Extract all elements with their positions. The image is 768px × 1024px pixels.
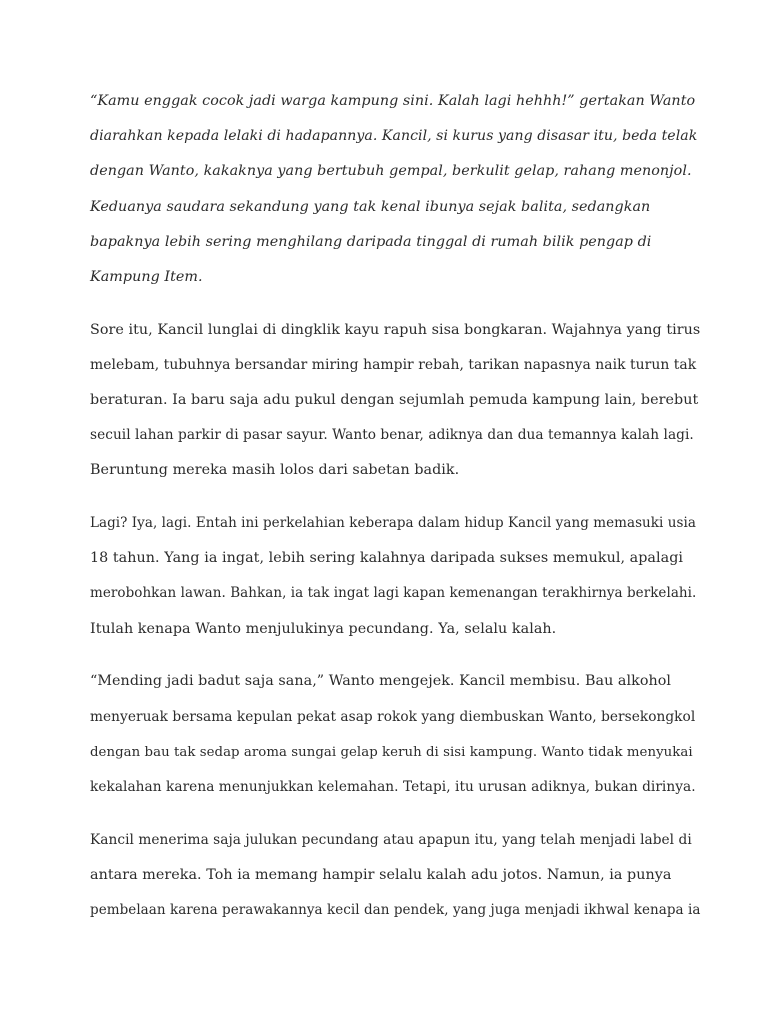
paragraph-line: Keduanya saudara sekandung yang tak kenal ibunya sejak balita, sedangkan (90, 198, 651, 215)
paragraph-line: Itulah kenapa Wanto menjulukinya pecundang. Ya, selalu kalah. (90, 620, 557, 637)
paragraph-line: pembelaan karena perawakannya kecil dan pendek, yang juga menjadi ikhwal kenapa ia (90, 901, 701, 918)
paragraph-line: Sore itu, Kancil lunglai di dingklik kayu rapuh sisa bongkaran. Wajahnya yang tirus (90, 321, 701, 338)
paragraph-line: “Mending jadi badut saja sana,” Wanto mengejek. Kancil membisu. Bau alkohol (90, 673, 672, 690)
paragraph-line: bapaknya lebih sering menghilang daripada tinggal di rumah bilik pengap di (90, 233, 652, 250)
paragraph-5 (90, 823, 700, 929)
paragraph-line: diarahkan kepada lelaki di hadapannya. Kancil, si kurus yang disasar itu, beda telak (90, 128, 698, 145)
paragraph-3 (90, 506, 700, 647)
paragraph-line: Kampung Item. (90, 268, 203, 285)
document-page (90, 84, 700, 946)
paragraph-line: 18 tahun. Yang ia ingat, lebih sering kalahnya daripada sukses memukul, apalagi (90, 550, 684, 567)
paragraph-line: merobohkan lawan. Bahkan, ia tak ingat lagi kapan kemenangan terakhirnya berkelahi. (90, 585, 697, 602)
paragraph-line: secuil lahan parkir di pasar sayur. Wanto benar, adiknya dan dua temannya kalah lagi. (90, 427, 694, 444)
paragraph-2 (90, 313, 700, 489)
paragraph-line: Kancil menerima saja julukan pecundang atau apapun itu, yang telah menjadi label di (90, 831, 692, 848)
paragraph-line: menyeruak bersama kepulan pekat asap rokok yang diembuskan Wanto, bersekongkol (90, 708, 696, 725)
paragraph-1 (90, 84, 700, 295)
paragraph-line: Beruntung mereka masih lolos dari sabetan badik. (90, 462, 460, 479)
paragraph-line: melebam, tubuhnya bersandar miring hampir rebah, tarikan napasnya naik turun tak (90, 356, 697, 373)
paragraph-line: kekalahan karena menunjukkan kelemahan. Tetapi, itu urusan adiknya, bukan dirinya. (90, 778, 696, 795)
paragraph-line: Lagi? Iya, lagi. Entah ini perkelahian keberapa dalam hidup Kancil yang memasuki usia (90, 515, 696, 532)
paragraph-4 (90, 664, 700, 805)
paragraph-line: “Kamu enggak cocok jadi warga kampung sini. Kalah lagi hehhh!” gertakan Wanto (90, 93, 696, 109)
paragraph-line: antara mereka. Toh ia memang hampir selalu kalah adu jotos. Namun, ia punya (90, 866, 672, 883)
paragraph-line: beraturan. Ia baru saja adu pukul dengan sejumlah pemuda kampung lain, berebut (90, 392, 699, 408)
paragraph-line: dengan Wanto, kakaknya yang bertubuh gempal, berkulit gelap, rahang menonjol. (90, 163, 692, 180)
paragraph-line: dengan bau tak sedap aroma sungai gelap keruh di sisi kampung. Wanto tidak menyukai (90, 744, 693, 760)
